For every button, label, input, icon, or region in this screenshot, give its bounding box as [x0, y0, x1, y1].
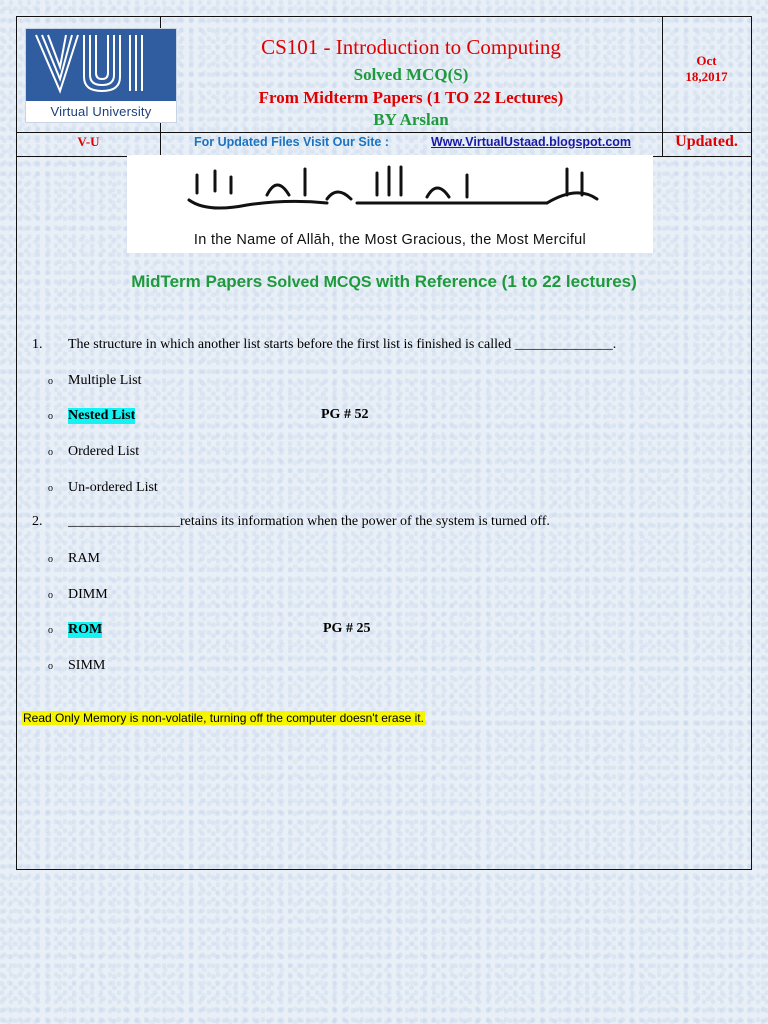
explanation-note: Read Only Memory is non-volatile, turning off the computer doesn't erase it.	[23, 711, 424, 725]
document-frame	[16, 16, 752, 870]
document-title: CS101 - Introduction to Computing	[261, 35, 561, 59]
bullet-icon: o	[48, 554, 53, 565]
bullet-icon: o	[48, 661, 53, 672]
vu-label: V-U	[77, 134, 100, 149]
bullet-icon: o	[48, 483, 53, 494]
updated-label: Updated.	[675, 133, 738, 150]
bullet-icon: o	[48, 625, 53, 636]
bullet-icon: o	[48, 447, 53, 458]
document-subtitle: Solved MCQ(S)	[353, 65, 469, 84]
option-text: Ordered List	[68, 444, 140, 459]
option-text: SIMM	[68, 658, 106, 673]
section-title	[0, 272, 768, 292]
option-text: DIMM	[68, 587, 108, 602]
vu-logo	[25, 28, 177, 123]
bismillah-banner	[127, 155, 653, 253]
author-line: BY Arslan	[373, 110, 449, 129]
logo-mark	[26, 29, 176, 101]
site-label: For Updated Files Visit Our Site :	[194, 135, 389, 149]
logo-caption: Virtual University	[50, 104, 152, 119]
section-title-part3: with Reference (1 to 22 lectures)	[376, 272, 637, 291]
page-reference: PG # 25	[323, 621, 371, 636]
bismillah-arabic: بسم الله الرحمن الرحيم	[127, 155, 137, 156]
calligraphy-image	[127, 155, 653, 227]
question-number: 2.	[32, 514, 43, 529]
document-subtitle-2: From Midterm Papers (1 TO 22 Lectures)	[258, 88, 564, 107]
option-text-answer: Nested List	[68, 408, 136, 423]
option-text: Multiple List	[68, 373, 142, 388]
date-month: Oct	[696, 53, 717, 68]
option-text: RAM	[68, 551, 100, 566]
bullet-icon: o	[48, 590, 53, 601]
logo-vu-glyph	[26, 29, 176, 101]
bismillah-english: In the Name of Allāh, the Most Gracious, the Most Merciful	[193, 232, 587, 248]
bullet-icon: o	[48, 376, 53, 387]
date-cell	[662, 53, 751, 85]
question-number: 1.	[32, 337, 43, 352]
date-day: 18,2017	[685, 69, 728, 84]
page-reference: PG # 52	[321, 407, 369, 422]
site-link[interactable]: Www.VirtualUstaad.blogspot.com	[431, 135, 632, 149]
section-title-part2: Solved MCQS	[266, 274, 372, 291]
question-text: The structure in which another list starts before the first list is finished is called ______________.	[68, 337, 617, 352]
option-text-answer: ROM	[68, 622, 103, 637]
option-text: Un-ordered List	[68, 480, 158, 495]
section-title-part1: MidTerm Papers	[131, 272, 263, 291]
bullet-icon: o	[48, 411, 53, 422]
question-text: ________________retains its information when the power of the system is turned off.	[68, 514, 550, 529]
